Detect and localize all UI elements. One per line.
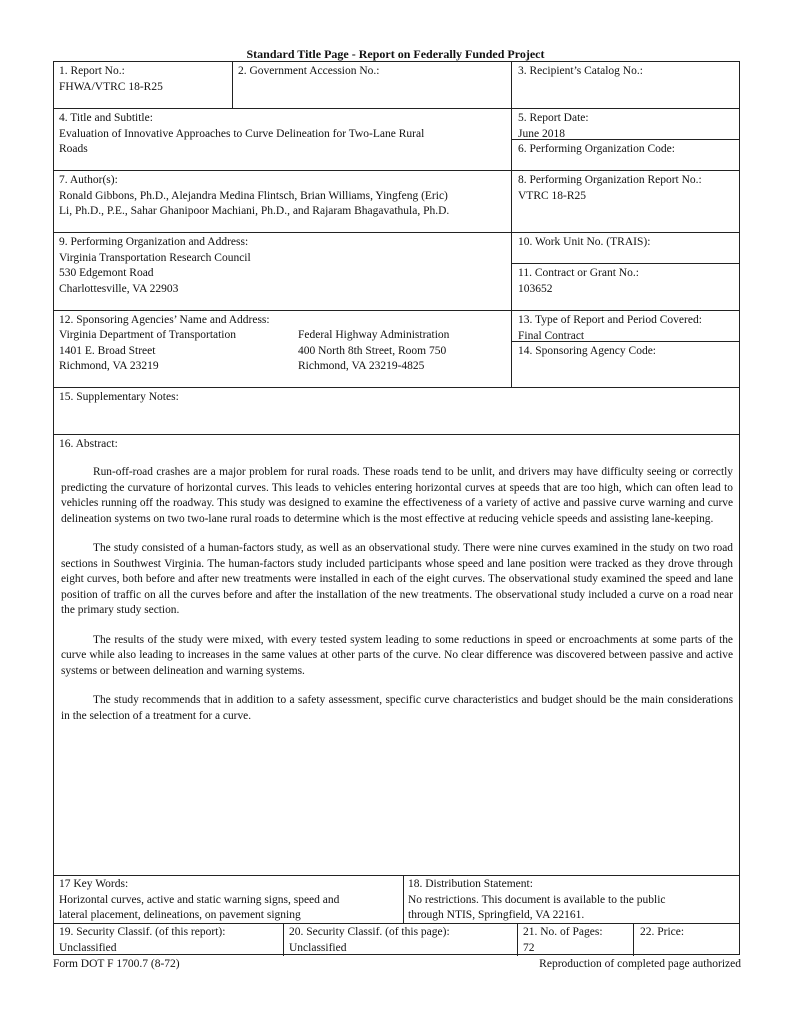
reproduction-note: Reproduction of completed page authorized (539, 958, 741, 970)
field-sponsoring-agency-code (518, 344, 656, 360)
field-label: 3. Recipient’s Catalog No.: (518, 65, 643, 77)
field-label: 11. Contract or Grant No.: (518, 267, 639, 279)
field-recipient-catalog (518, 64, 643, 80)
field-government-accession (238, 64, 380, 80)
agency-name: Virginia Department of Transportation (59, 329, 237, 341)
field-label: 2. Government Accession No.: (238, 65, 380, 77)
field-value: Li, Ph.D., P.E., Sahar Ghanipoor Machiani, Ph.D., and Rajaram Bhagavathula, Ph.D. (59, 205, 450, 217)
row-divider (54, 310, 739, 311)
field-report-date (518, 111, 589, 142)
field-value: through NTIS, Springfield, VA 22161. (408, 909, 585, 921)
field-value: 72 (523, 941, 535, 954)
field-authors (59, 173, 449, 220)
agency-city: Richmond, VA 23219-4825 (298, 360, 425, 372)
row-divider (54, 434, 739, 435)
col-divider (517, 923, 518, 956)
field-value: Final Contract (518, 329, 585, 342)
field-label: 9. Performing Organization and Address: (59, 236, 249, 248)
abstract-paragraph: The results of the study were mixed, with every tested system leading to some reductions in speed or encroachments at some parts of the curve while also leading to increases in the same values at other parts of the curve. No clear difference was discovered between passive and active systems or between delineation and warning systems. (61, 633, 733, 677)
abstract-paragraph: The study consisted of a human-factors study, as well as an observational study. There were nine curves examined in the study on two road sections in Southwest Virginia. The human-factors study included participants whose speed and lane position were tracked as they drove through eight curves, both before and after new treatments were installed in each of the eight curves. The observational study examined the speed and lane position of traffic on all the curves before and after the installation of the new treatments. The observational study included a curve on a road near the primary study section. (61, 542, 733, 616)
sponsor-agency-vdot (59, 328, 236, 375)
form-number: Form DOT F 1700.7 (8-72) (53, 958, 180, 970)
field-performing-org-report-no (518, 173, 702, 204)
field-value: Ronald Gibbons, Ph.D., Alejandra Medina Flintsch, Brian Williams, Yingfeng (Eric) (59, 189, 448, 202)
field-label: 16. Abstract: (59, 438, 118, 450)
row-divider (54, 387, 739, 388)
field-value: Charlottesville, VA 22903 (59, 282, 179, 295)
field-value: No restrictions. This document is available to the public (408, 893, 666, 906)
field-label: 5. Report Date: (518, 112, 589, 124)
field-value: 103652 (518, 282, 553, 295)
field-abstract-label (59, 437, 118, 453)
field-label: 18. Distribution Statement: (408, 878, 533, 890)
agency-street: 400 North 8th Street, Room 750 (298, 344, 447, 357)
page-title: Standard Title Page - Report on Federally Funded Project (246, 47, 545, 61)
field-value: Unclassified (289, 941, 347, 954)
field-key-words (59, 877, 339, 924)
field-label: 6. Performing Organization Code: (518, 143, 675, 155)
field-label: 22. Price: (640, 926, 685, 938)
agency-city: Richmond, VA 23219 (59, 360, 159, 372)
field-value: Horizontal curves, active and static warning signs, speed and (59, 893, 340, 906)
field-value: June 2018 (518, 127, 565, 140)
field-price (640, 925, 684, 941)
row-divider (511, 263, 739, 264)
field-value: Evaluation of Innovative Approaches to Curve Delineation for Two-Lane Rural (59, 127, 425, 140)
field-label: 19. Security Classif. (of this report): (59, 926, 226, 938)
field-label: 21. No. of Pages: (523, 926, 603, 938)
row-divider (54, 232, 739, 233)
report-form (53, 61, 740, 955)
field-value: FHWA/VTRC 18-R25 (59, 80, 163, 93)
abstract-paragraph: Run-off-road crashes are a major problem for rural roads. These roads tend to be unlit, and drivers may have difficulty seeing or correctly predicting the curvature of horizontal curves. This leads to vehicles entering horizontal curves at speeds that are too high, which can often lead to vehicles running off the roadway. This study was designed to examine the effectiveness of a variety of active and passive curve warning and curve delineation systems on two two-lane rural roads to determine which is the most effective at reducing vehicle speeds and assisting lane-keeping. (61, 466, 733, 525)
field-performing-org-code (518, 142, 675, 158)
field-value: Unclassified (59, 941, 117, 954)
row-divider (54, 108, 739, 109)
field-label: 7. Author(s): (59, 174, 118, 186)
field-contract-grant-no (518, 266, 639, 297)
abstract-paragraph: The study recommends that in addition to a safety assessment, specific curve characteristics and budget should be the main considerations in the selection of a treatment for a curve. (61, 694, 733, 722)
field-sponsoring-agencies (59, 313, 270, 329)
field-distribution-statement (408, 877, 666, 924)
field-value: Virginia Transportation Research Council (59, 251, 251, 264)
field-performing-org-address (59, 235, 251, 297)
field-label: 20. Security Classif. (of this page): (289, 926, 450, 938)
field-title-subtitle (59, 111, 424, 158)
field-value: lateral placement, delineations, on pavement signing (59, 909, 301, 921)
col-divider (232, 62, 233, 108)
field-label: 1. Report No.: (59, 65, 125, 77)
field-label: 13. Type of Report and Period Covered: (518, 314, 702, 326)
field-label: 15. Supplementary Notes: (59, 391, 179, 403)
field-label: 12. Sponsoring Agencies’ Name and Address: (59, 314, 270, 326)
field-label: 10. Work Unit No. (TRAIS): (518, 236, 651, 248)
agency-street: 1401 E. Broad Street (59, 344, 156, 357)
field-value: VTRC 18-R25 (518, 189, 587, 202)
field-supplementary-notes (59, 390, 179, 406)
agency-name: Federal Highway Administration (298, 329, 450, 341)
field-no-of-pages (523, 925, 603, 956)
col-divider (511, 62, 512, 387)
field-report-no (59, 64, 163, 95)
sponsor-agency-fhwa (298, 328, 449, 375)
col-divider (283, 923, 284, 956)
field-value: 530 Edgemont Road (59, 267, 154, 279)
abstract-body (61, 465, 733, 738)
field-work-unit-no (518, 235, 650, 251)
field-label: 4. Title and Subtitle: (59, 112, 153, 124)
field-security-report (59, 925, 225, 956)
col-divider (403, 875, 404, 923)
field-label: 14. Sponsoring Agency Code: (518, 345, 656, 357)
field-label: 8. Performing Organization Report No.: (518, 174, 702, 186)
field-security-page (289, 925, 450, 956)
field-label: 17 Key Words: (59, 878, 129, 890)
field-value: Roads (59, 143, 88, 155)
row-divider (54, 875, 739, 876)
row-divider (54, 170, 739, 171)
col-divider (633, 923, 634, 956)
field-report-type-period (518, 313, 702, 344)
